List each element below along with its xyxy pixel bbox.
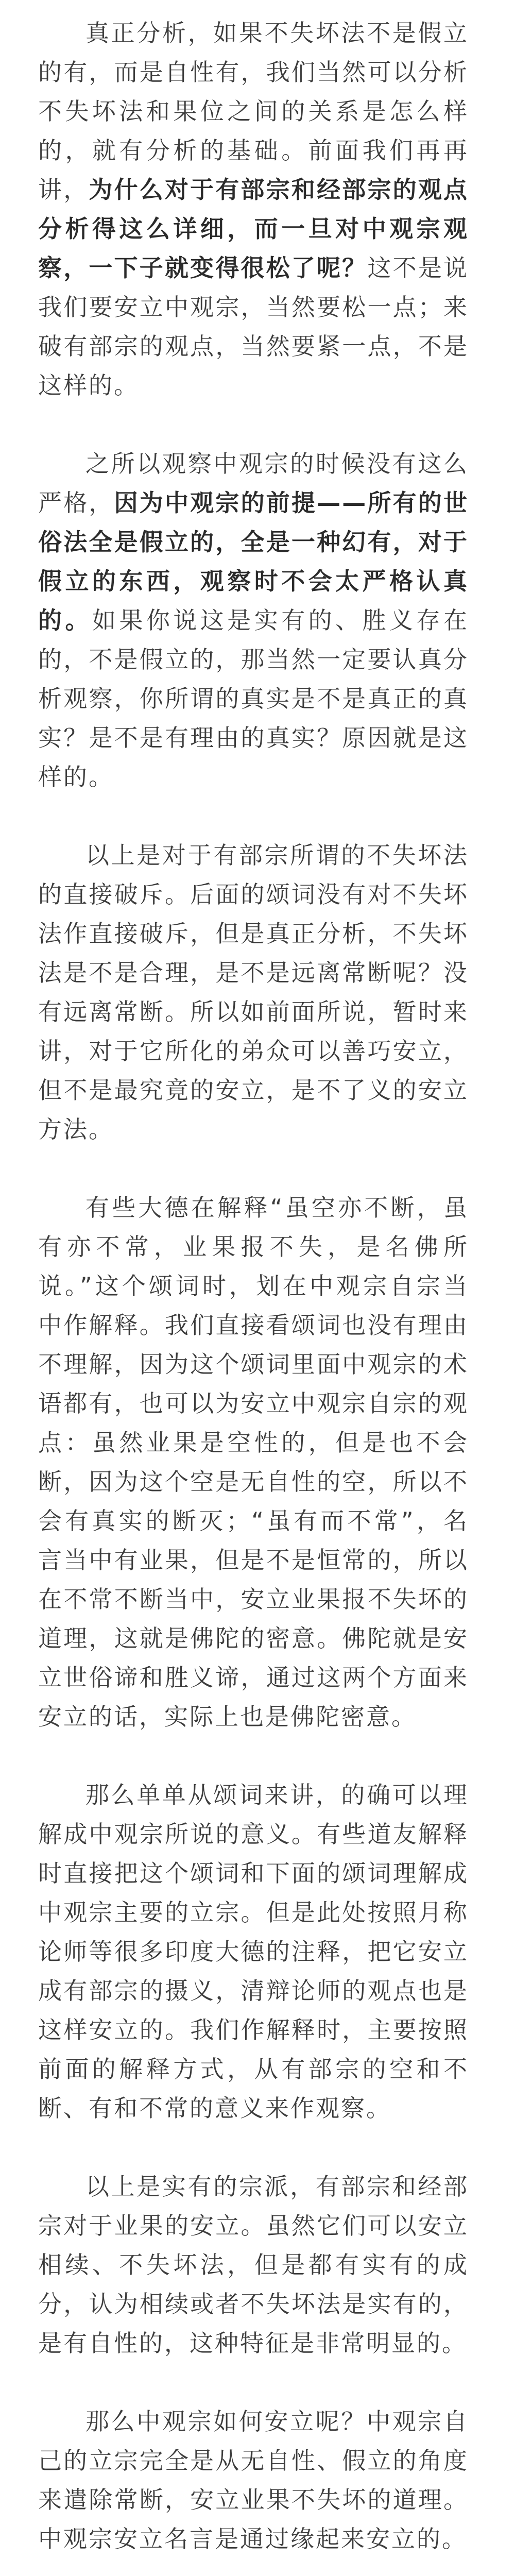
paragraph-1 bbox=[38, 13, 469, 405]
paragraph-6 bbox=[38, 2167, 469, 2363]
paragraph-gap bbox=[38, 2128, 469, 2167]
paragraph-5 bbox=[38, 1775, 469, 2128]
paragraph-4 bbox=[38, 1188, 469, 1736]
paragraph-gap bbox=[38, 405, 469, 444]
paragraph-6-text: 以上是实有的宗派，有部宗和经部宗对于业果的安立。虽然它们可以安立相续、不失坏法，但是都有实有的成分，认为相续或者不失坏法是实有的，是有自性的，这种特征是非常明显的。 bbox=[38, 2173, 469, 2357]
paragraph-7-text: 那么中观宗如何安立呢？中观宗自己的立宗完全是从无自性、假立的角度来遣除常断，安立业果不失坏的道理。中观宗安立名言是通过缘起来安立的。 bbox=[38, 2408, 469, 2553]
paragraph-gap bbox=[38, 2363, 469, 2402]
paragraph-1-text-1: 真正分析，如果不失坏法不是假立的有，而是自性有，我们当然可以分析不失坏法和果位之间的关系是怎么样的，就有分析的基础。前面我们再再讲， bbox=[38, 19, 469, 204]
paragraph-5-text: 那么单单从颂词来讲，的确可以理解成中观宗所说的意义。有些道友解释时直接把这个颂词和下面的颂词理解成中观宗主要的立宗。但是此处按照月称论师等很多印度大德的注释，把它安立成有部宗的摄义，清辩论师的观点也是这样安立的。我们作解释时，主要按照前面的解释方式，从有部宗的空和不断、有和不常的意义来作观察。 bbox=[38, 1781, 469, 2122]
paragraph-4-text: 有些大德在解释“虽空亦不断，虽有亦不常，业果报不失，是名佛所说。”这个颂词时，划在中观宗自宗当中作解释。我们直接看颂词也没有理由不理解，因为这个颂词里面中观宗的术语都有，也可以为安立中观宗自宗的观点：虽然业果是空性的，但是也不会断，因为这个空是无自性的空，所以不会有真实的断灭；“虽有而不常”，名言当中有业果，但是不是恒常的，所以在不常不断当中，安立业果报不失坏的道理，这就是佛陀的密意。佛陀就是安立世俗谛和胜义谛，通过这两个方面来安立的话，实际上也是佛陀密意。 bbox=[38, 1194, 469, 1731]
paragraph-gap bbox=[38, 1149, 469, 1188]
paragraph-gap bbox=[38, 796, 469, 836]
paragraph-1-text-2: 这不是说我们要安立中观宗，当然要松一点；来破有部宗的观点，当然要紧一点，不是这样的。 bbox=[38, 254, 469, 399]
paragraph-3-text: 以上是对于有部宗所谓的不失坏法的直接破斥。后面的颂词没有对不失坏法作直接破斥，但是真正分析，不失坏法是不是合理，是不是远离常断呢？没有远离常断。所以如前面所说，暂时来讲，对于它所化的弟众可以善巧安立，但不是最究竟的安立，是不了义的安立方法。 bbox=[38, 841, 469, 1143]
paragraph-2-bold-premise: 因为中观宗的前提——所有的世俗法全是假立的，全是一种幻有，对于假立的东西，观察时不会太严格认真的。 bbox=[38, 489, 469, 634]
paragraph-2 bbox=[38, 444, 469, 796]
paragraph-2-text-1: 之所以观察中观宗的时候没有这么严格， bbox=[38, 450, 469, 517]
paragraph-1-bold-question: 为什么对于有部宗和经部宗的观点分析得这么详细，而一旦对中观宗观察，一下子就变得很松了呢？ bbox=[38, 176, 469, 282]
paragraph-gap bbox=[38, 1736, 469, 1775]
paragraph-7 bbox=[38, 2402, 469, 2558]
paragraph-3 bbox=[38, 836, 469, 1149]
paragraph-2-text-2: 如果你说这是实有的、胜义存在的，不是假立的，那当然一定要认真分析观察，你所谓的真实是不是真正的真实？是不是有理由的真实？原因就是这样的。 bbox=[38, 606, 469, 791]
